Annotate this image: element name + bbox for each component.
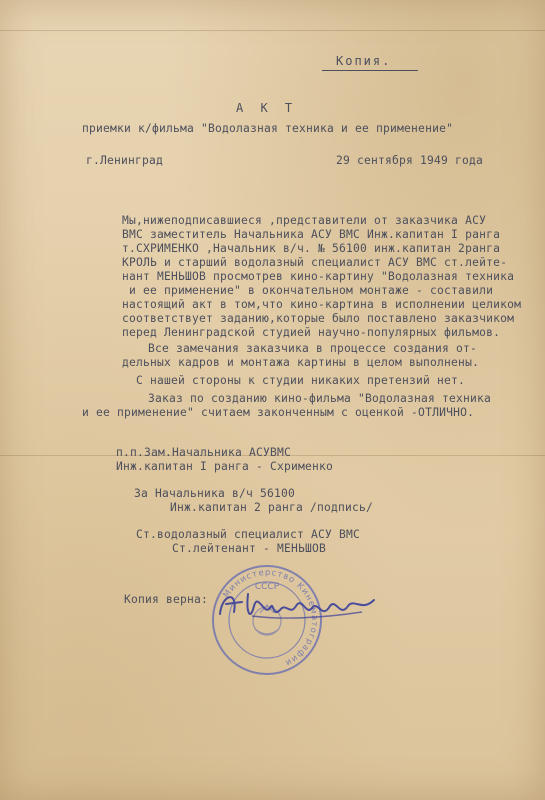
signature-line: Инж.капитан 2 ранга /подпись/ (170, 501, 374, 514)
stamp-ring-text: Министерство Кинематографии (221, 567, 320, 668)
signature-line: Ст.водолазный специалист АСУ ВМС (136, 528, 361, 541)
handwritten-signature (212, 582, 382, 632)
signature-line: п.п.Зам.Начальника АСУВМС (116, 446, 292, 459)
paper-fold (0, 30, 545, 31)
body-line: дельных кадров и монтажа картины в целом выполнены. (122, 356, 480, 369)
body-line: нант МЕНЬШОВ просмотрев кино-картину "Водолазная техника (122, 270, 515, 283)
body-line: Все замечания заказчика в процессе создания от- (148, 342, 478, 355)
signature-line: Инж.капитан I ранга - Схрименко (116, 460, 334, 473)
document-subtitle: приемки к/фильма "Водолазная техника и ее применение" (82, 122, 454, 135)
body-line: Мы,нижеподписавшиеся ,представители от заказчика АСУ (122, 214, 487, 227)
date: 29 сентября 1949 года (336, 154, 484, 167)
body-line: соответствует заданию,которые было поставлено заказчиком (122, 312, 515, 325)
copy-true-label: Копия верна: (124, 593, 209, 606)
body-line: т.СХРИМЕНКО ,Начальник в/ч. № 56100 инж.капитан 2ранга (122, 242, 501, 255)
body-line: ВМС заместитель Начальника АСУ ВМС Инж.капитан I ранга (122, 228, 501, 241)
stamp-top-text: СССР (254, 582, 280, 592)
body-line: и ее применение" считаем законченным с оценкой -ОТЛИЧНО. (82, 406, 475, 419)
signature-line: Ст.лейтенант - МЕНЬШОВ (172, 542, 327, 555)
document-title: А К Т (236, 101, 298, 115)
city: г.Ленинград (86, 154, 164, 167)
copy-label: Копия. (336, 54, 392, 68)
copy-underline (322, 70, 418, 71)
body-line: Заказ по созданию кино-фильма "Водолазная техника (148, 392, 492, 405)
body-line: перед Ленинградской студией научно-популярных фильмов. (122, 326, 501, 339)
signature-line: За Начальника в/ч 56100 (134, 487, 296, 500)
body-line: С нашей стороны к студии никаких претензий нет. (136, 374, 466, 387)
body-line: КРОЛЬ и старший водолазный специалист АСУ ВМС ст.лейте- (122, 256, 508, 269)
body-line: настоящий акт в том,что кино-картина в исполнении целиком (122, 298, 522, 311)
body-line: и ее применение" в окончательном монтаже - составили (122, 284, 494, 297)
